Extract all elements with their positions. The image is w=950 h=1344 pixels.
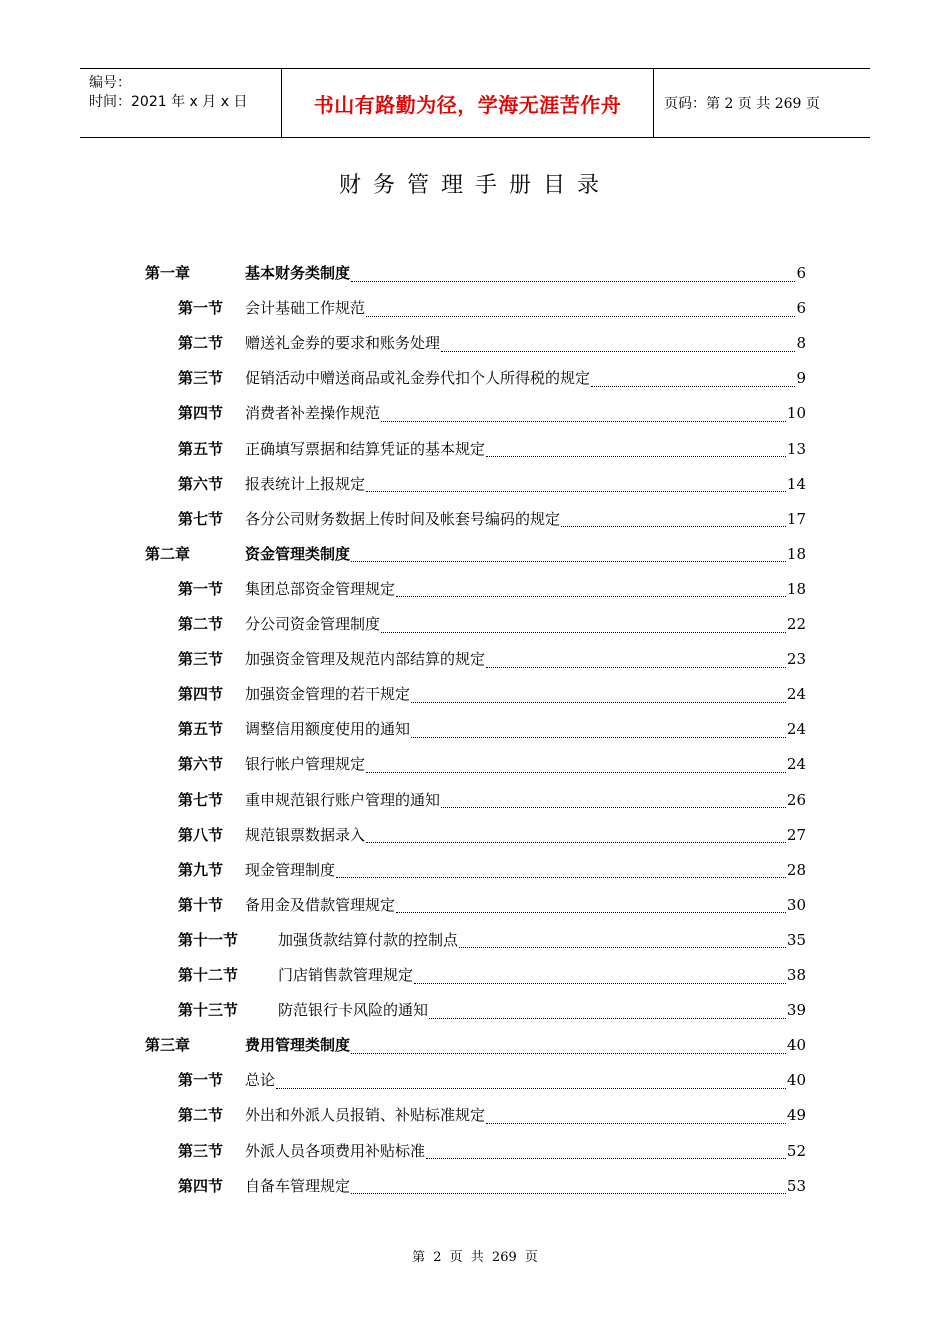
toc-entry xyxy=(178,297,806,319)
toc-entry-page: 13 xyxy=(786,439,806,458)
toc-entry-number: 第三节 xyxy=(178,1141,224,1160)
toc-entry xyxy=(178,753,806,775)
toc-entry-title: 重申规范银行账户管理的通知 xyxy=(245,790,441,809)
toc-entry-page: 27 xyxy=(786,825,806,844)
toc-entry-number: 第三节 xyxy=(178,650,224,669)
header-page-info: 页码：第 2 页 共 269 页 xyxy=(664,96,820,112)
toc-leader-dots xyxy=(351,549,786,562)
toc-entry xyxy=(178,1069,806,1091)
toc-leader-dots xyxy=(486,444,786,457)
toc-entry-page: 40 xyxy=(786,1036,806,1055)
toc-entry-number: 第五节 xyxy=(178,720,224,739)
toc-entry-number: 第二章 xyxy=(145,544,191,563)
toc-entry xyxy=(178,438,806,460)
header-motto-cell xyxy=(282,69,654,137)
toc-entry-page: 26 xyxy=(786,790,806,809)
toc-entry-page: 40 xyxy=(786,1071,806,1090)
toc-entry-title: 加强资金管理的若干规定 xyxy=(245,685,411,704)
toc-entry-number: 第二节 xyxy=(178,1106,224,1125)
toc-entry-page: 14 xyxy=(786,474,806,493)
toc-entry-title: 费用管理类制度 xyxy=(245,1036,351,1055)
toc-leader-dots xyxy=(351,1041,786,1054)
toc-entry xyxy=(178,648,806,670)
document-time-label: 时间：2021 年 x 月 x 日 xyxy=(89,94,248,110)
toc-leader-dots xyxy=(591,374,795,387)
toc-entry-title: 总论 xyxy=(245,1071,276,1090)
toc-entry-title: 外派人员各项费用补贴标准 xyxy=(245,1141,426,1160)
toc-entry-page: 52 xyxy=(786,1141,806,1160)
toc-entry-title: 调整信用额度使用的通知 xyxy=(245,720,411,739)
toc-entry-page: 39 xyxy=(786,1001,806,1020)
toc-leader-dots xyxy=(414,971,786,984)
toc-entry-number: 第七节 xyxy=(178,790,224,809)
toc-entry-number: 第八节 xyxy=(178,825,224,844)
toc-entry xyxy=(145,543,806,565)
toc-entry-number: 第三节 xyxy=(178,369,224,388)
toc-entry-page: 23 xyxy=(786,650,806,669)
toc-entry-number: 第二节 xyxy=(178,334,224,353)
toc-entry-page: 18 xyxy=(786,579,806,598)
toc-leader-dots xyxy=(441,339,795,352)
toc-entry xyxy=(178,613,806,635)
toc-entry-number: 第九节 xyxy=(178,860,224,879)
toc-entry-number: 第十二节 xyxy=(178,966,239,984)
toc-entry-number: 第七节 xyxy=(178,509,224,528)
toc-leader-dots xyxy=(426,1146,786,1159)
toc-leader-dots xyxy=(561,514,786,527)
toc-entry-title: 备用金及借款管理规定 xyxy=(245,895,396,914)
toc-leader-dots xyxy=(396,900,786,913)
toc-entry xyxy=(178,859,806,881)
toc-entry-page: 49 xyxy=(786,1106,806,1125)
toc-entry-page: 28 xyxy=(786,860,806,879)
toc-leader-dots xyxy=(336,865,786,878)
toc-entry-title: 赠送礼金券的要求和账务处理 xyxy=(245,334,441,353)
header-meta-cell xyxy=(80,69,282,137)
toc-entry xyxy=(178,683,806,705)
toc-leader-dots xyxy=(441,795,786,808)
toc-entry-title: 消费者补差操作规范 xyxy=(245,404,381,423)
page-title: 财务管理手册目录 xyxy=(338,173,611,198)
toc-entry xyxy=(178,1104,806,1126)
toc-entry-page: 9 xyxy=(796,369,806,388)
toc-entry-number: 第四节 xyxy=(178,1176,224,1195)
toc-entry xyxy=(178,508,806,530)
toc-entry-page: 10 xyxy=(786,404,806,423)
toc-entry-number: 第五节 xyxy=(178,439,224,458)
toc-entry-number: 第一节 xyxy=(178,1071,224,1090)
toc-entry-number: 第六节 xyxy=(178,755,224,774)
toc-entry-number: 第二节 xyxy=(178,615,224,633)
toc-entry xyxy=(145,1034,806,1056)
document-number-label: 编号： xyxy=(89,75,131,91)
toc-entry xyxy=(178,367,806,389)
toc-entry-title: 规范银票数据录入 xyxy=(245,825,366,844)
toc-leader-dots xyxy=(381,409,786,422)
toc-entry-number: 第一节 xyxy=(178,299,224,318)
toc-entry xyxy=(145,262,806,284)
toc-entry-title: 会计基础工作规范 xyxy=(245,299,366,318)
toc-entry-page: 24 xyxy=(786,685,806,704)
toc-entry xyxy=(178,402,806,424)
toc-entry xyxy=(178,473,806,495)
toc-entry-page: 18 xyxy=(786,544,806,563)
toc-entry-number: 第三章 xyxy=(145,1036,191,1055)
toc-entry-title: 加强货款结算付款的控制点 xyxy=(278,930,459,949)
toc-entry xyxy=(178,718,806,740)
toc-entry-title: 防范银行卡风险的通知 xyxy=(278,1001,429,1020)
toc-entry xyxy=(178,999,806,1021)
toc-leader-dots xyxy=(366,479,786,492)
toc-entry xyxy=(178,332,806,354)
toc-entry-page: 22 xyxy=(786,615,806,633)
toc-entry-title: 现金管理制度 xyxy=(245,860,336,879)
toc-entry-title: 自备车管理规定 xyxy=(245,1176,351,1195)
toc-entry-page: 6 xyxy=(796,299,806,318)
toc-entry-number: 第一章 xyxy=(145,264,191,282)
toc-entry-number: 第一节 xyxy=(178,579,224,598)
toc-entry-page: 6 xyxy=(796,264,806,282)
toc-leader-dots xyxy=(411,690,786,703)
toc-entry-title: 正确填写票据和结算凭证的基本规定 xyxy=(245,439,486,458)
toc-entry-title: 资金管理类制度 xyxy=(245,544,351,563)
header-motto: 书山有路勤为径，学海无涯苦作舟 xyxy=(313,92,622,117)
toc-entry-page: 38 xyxy=(786,966,806,984)
toc-leader-dots xyxy=(276,1076,786,1089)
toc-leader-dots xyxy=(486,1111,786,1124)
toc-entry-title: 加强资金管理及规范内部结算的规定 xyxy=(245,650,486,669)
toc-leader-dots xyxy=(351,1181,786,1194)
toc-entry-page: 24 xyxy=(786,755,806,774)
toc-entry-title: 分公司资金管理制度 xyxy=(245,615,381,633)
toc-entry-page: 8 xyxy=(796,334,806,353)
toc-entry xyxy=(178,1140,806,1162)
document-header xyxy=(80,68,870,138)
toc-entry xyxy=(178,578,806,600)
toc-entry xyxy=(178,1175,806,1197)
toc-leader-dots xyxy=(366,830,786,843)
toc-entry xyxy=(178,789,806,811)
toc-entry-title: 门店销售款管理规定 xyxy=(278,966,414,984)
toc-entry-number: 第十一节 xyxy=(178,930,239,949)
toc-entry-title: 外出和外派人员报销、补贴标准规定 xyxy=(245,1106,486,1125)
toc-entry-page: 17 xyxy=(786,509,806,528)
toc-leader-dots xyxy=(351,269,795,282)
toc-entry-page: 35 xyxy=(786,930,806,949)
toc-entry-number: 第四节 xyxy=(178,685,224,704)
toc-entry-title: 集团总部资金管理规定 xyxy=(245,579,396,598)
toc-entry-number: 第十三节 xyxy=(178,1001,239,1020)
toc-leader-dots xyxy=(366,760,786,773)
toc-leader-dots xyxy=(459,935,786,948)
toc-entry xyxy=(178,894,806,916)
toc-entry xyxy=(178,824,806,846)
toc-entry-page: 24 xyxy=(786,720,806,739)
toc-leader-dots xyxy=(411,725,786,738)
toc-entry-number: 第六节 xyxy=(178,474,224,493)
toc-entry-title: 促销活动中赠送商品或礼金券代扣个人所得税的规定 xyxy=(245,369,591,388)
toc-leader-dots xyxy=(486,655,786,668)
toc-leader-dots xyxy=(396,584,786,597)
toc-leader-dots xyxy=(366,304,795,317)
toc-entry-page: 30 xyxy=(786,895,806,914)
toc-entry-title: 报表统计上报规定 xyxy=(245,474,366,493)
toc-entry-page: 53 xyxy=(786,1176,806,1195)
toc-entry-number: 第十节 xyxy=(178,895,224,914)
toc-leader-dots xyxy=(381,620,786,633)
toc-entry xyxy=(178,929,806,951)
page-footer: 第 2 页 共 269 页 xyxy=(412,1250,538,1265)
toc-entry-title: 银行帐户管理规定 xyxy=(245,755,366,774)
toc-entry-title: 基本财务类制度 xyxy=(245,264,351,282)
toc-leader-dots xyxy=(429,1006,786,1019)
toc-entry xyxy=(178,964,806,986)
toc-entry-title: 各分公司财务数据上传时间及帐套号编码的规定 xyxy=(245,509,561,528)
toc-entry-number: 第四节 xyxy=(178,404,224,423)
